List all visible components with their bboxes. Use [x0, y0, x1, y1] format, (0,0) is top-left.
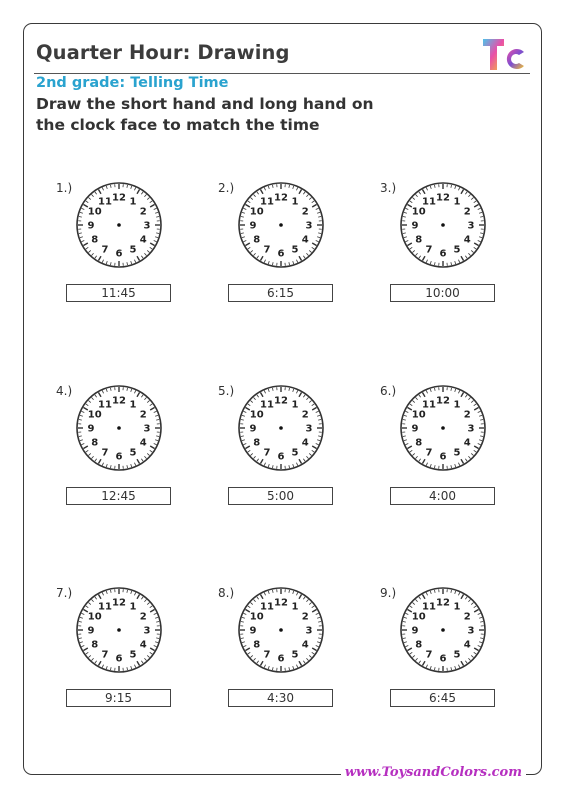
center-dot	[279, 223, 283, 227]
clock-numeral: 11	[422, 601, 436, 613]
clock-numeral: 9	[249, 423, 257, 435]
clock-numeral: 2	[139, 206, 147, 218]
target-time-box: 4:00	[390, 487, 495, 505]
clock-numeral: 10	[411, 206, 426, 218]
page-title: Quarter Hour: Drawing	[36, 41, 290, 64]
clock-problem	[56, 181, 206, 316]
center-dot	[117, 223, 121, 227]
clock-problem	[380, 181, 530, 316]
clock-numeral: 11	[422, 196, 436, 208]
target-time-box: 6:45	[390, 689, 495, 707]
center-dot	[441, 223, 445, 227]
center-dot	[279, 426, 283, 430]
clock-face[interactable]	[236, 180, 326, 270]
clock-numeral: 8	[253, 234, 261, 246]
clock-numeral: 11	[98, 601, 112, 613]
problem-number: 7.)	[56, 586, 73, 600]
clock-problem	[56, 586, 206, 721]
clock-face[interactable]	[398, 180, 488, 270]
target-time-box: 10:00	[390, 284, 495, 302]
clock-numeral: 2	[139, 409, 147, 421]
clock-numeral: 7	[101, 649, 109, 661]
clock-numeral: 1	[129, 399, 137, 411]
grade-subtitle: 2nd grade: Telling Time	[36, 75, 229, 91]
center-dot	[117, 426, 121, 430]
clock-numeral: 5	[291, 244, 299, 256]
center-dot	[279, 628, 283, 632]
clock-numeral: 7	[263, 447, 271, 459]
clock-numeral: 6	[439, 248, 447, 260]
problem-number: 5.)	[218, 384, 235, 398]
clock-numeral: 4	[139, 234, 147, 246]
clock-numeral: 6	[277, 451, 285, 463]
clock-numeral: 6	[439, 653, 447, 665]
clock-numeral: 11	[98, 196, 112, 208]
clock-numeral: 4	[463, 234, 471, 246]
clock-numeral: 8	[91, 437, 99, 449]
problem-number: 3.)	[380, 181, 397, 195]
clock-numeral: 3	[143, 423, 151, 435]
clock-numeral: 3	[467, 625, 475, 637]
problem-number: 2.)	[218, 181, 235, 195]
clock-numeral: 4	[463, 639, 471, 651]
clock-problem	[380, 586, 530, 721]
clock-numeral: 12	[436, 597, 450, 609]
clock-numeral: 1	[129, 196, 137, 208]
clock-numeral: 9	[411, 423, 419, 435]
clock-numeral: 3	[143, 625, 151, 637]
clock-numeral: 9	[249, 625, 257, 637]
clock-numeral: 10	[87, 206, 102, 218]
clock-numeral: 9	[87, 625, 95, 637]
clock-numeral: 1	[129, 601, 137, 613]
target-time-box: 9:15	[66, 689, 171, 707]
clock-numeral: 11	[422, 399, 436, 411]
center-dot	[441, 426, 445, 430]
clock-numeral: 2	[463, 409, 471, 421]
clock-face[interactable]	[74, 383, 164, 473]
clock-numeral: 9	[411, 220, 419, 232]
clock-numeral: 7	[425, 649, 433, 661]
problem-number: 9.)	[380, 586, 397, 600]
clock-numeral: 10	[411, 409, 426, 421]
clock-problem	[218, 384, 368, 519]
clock-numeral: 2	[463, 611, 471, 623]
problem-number: 4.)	[56, 384, 73, 398]
clock-numeral: 11	[260, 196, 274, 208]
clock-numeral: 2	[301, 409, 309, 421]
clock-numeral: 10	[87, 409, 102, 421]
clock-numeral: 12	[436, 395, 450, 407]
center-dot	[441, 628, 445, 632]
clock-numeral: 5	[453, 649, 461, 661]
clock-numeral: 5	[291, 447, 299, 459]
target-time-box: 4:30	[228, 689, 333, 707]
clock-numeral: 7	[101, 447, 109, 459]
clock-numeral: 7	[263, 649, 271, 661]
clock-numeral: 1	[453, 196, 461, 208]
clock-numeral: 12	[112, 597, 126, 609]
toysandcolors-logo	[480, 33, 530, 75]
clock-numeral: 2	[463, 206, 471, 218]
clock-numeral: 8	[415, 234, 423, 246]
clock-numeral: 2	[139, 611, 147, 623]
clock-numeral: 5	[291, 649, 299, 661]
clock-numeral: 5	[129, 447, 137, 459]
clock-numeral: 12	[274, 192, 288, 204]
clock-numeral: 6	[439, 451, 447, 463]
problem-number: 1.)	[56, 181, 73, 195]
clock-numeral: 2	[301, 206, 309, 218]
clock-face[interactable]	[398, 383, 488, 473]
clock-problem	[380, 384, 530, 519]
clock-numeral: 4	[301, 639, 309, 651]
clock-numeral: 8	[91, 234, 99, 246]
clock-numeral: 9	[87, 423, 95, 435]
clock-numeral: 9	[87, 220, 95, 232]
clock-numeral: 7	[425, 447, 433, 459]
clock-numeral: 8	[253, 639, 261, 651]
target-time-box: 5:00	[228, 487, 333, 505]
clock-numeral: 12	[112, 192, 126, 204]
problem-number: 8.)	[218, 586, 235, 600]
clock-numeral: 1	[291, 601, 299, 613]
clock-numeral: 3	[467, 423, 475, 435]
clock-numeral: 3	[467, 220, 475, 232]
clock-numeral: 4	[139, 437, 147, 449]
clock-numeral: 1	[453, 399, 461, 411]
clock-numeral: 9	[411, 625, 419, 637]
clock-face[interactable]	[74, 585, 164, 675]
clock-numeral: 5	[453, 447, 461, 459]
clock-numeral: 2	[301, 611, 309, 623]
clock-numeral: 7	[425, 244, 433, 256]
clock-numeral: 1	[291, 399, 299, 411]
target-time-box: 11:45	[66, 284, 171, 302]
clock-numeral: 4	[463, 437, 471, 449]
clock-numeral: 10	[249, 206, 264, 218]
clock-face[interactable]	[236, 585, 326, 675]
clock-numeral: 6	[115, 653, 123, 665]
clock-numeral: 6	[277, 653, 285, 665]
clock-numeral: 10	[411, 611, 426, 623]
clock-numeral: 4	[301, 234, 309, 246]
instructions: Draw the short hand and long hand on the clock face to match the time	[36, 95, 374, 134]
clock-numeral: 9	[249, 220, 257, 232]
clock-numeral: 1	[291, 196, 299, 208]
clock-numeral: 12	[112, 395, 126, 407]
clock-numeral: 8	[91, 639, 99, 651]
clock-numeral: 4	[139, 639, 147, 651]
clock-numeral: 8	[253, 437, 261, 449]
target-time-box: 6:15	[228, 284, 333, 302]
center-dot	[117, 628, 121, 632]
clock-numeral: 6	[115, 451, 123, 463]
clock-numeral: 3	[305, 625, 313, 637]
clock-face[interactable]	[74, 180, 164, 270]
clock-numeral: 7	[263, 244, 271, 256]
clock-numeral: 11	[98, 399, 112, 411]
clock-numeral: 12	[436, 192, 450, 204]
clock-face[interactable]	[398, 585, 488, 675]
clock-numeral: 3	[305, 423, 313, 435]
clock-numeral: 12	[274, 597, 288, 609]
clock-numeral: 11	[260, 601, 274, 613]
clock-problem	[218, 181, 368, 316]
clock-numeral: 11	[260, 399, 274, 411]
clock-numeral: 3	[143, 220, 151, 232]
clock-numeral: 6	[115, 248, 123, 260]
clock-numeral: 10	[87, 611, 102, 623]
clock-numeral: 8	[415, 437, 423, 449]
clock-numeral: 5	[129, 649, 137, 661]
clock-numeral: 8	[415, 639, 423, 651]
clock-numeral: 10	[249, 409, 264, 421]
clock-numeral: 4	[301, 437, 309, 449]
clock-problem	[218, 586, 368, 721]
clock-problem	[56, 384, 206, 519]
website-footer: www.ToysandColors.com	[341, 765, 526, 780]
title-divider	[34, 73, 530, 74]
target-time-box: 12:45	[66, 487, 171, 505]
clock-numeral: 10	[249, 611, 264, 623]
clock-numeral: 6	[277, 248, 285, 260]
clock-numeral: 7	[101, 244, 109, 256]
clock-numeral: 5	[453, 244, 461, 256]
clock-numeral: 3	[305, 220, 313, 232]
clock-numeral: 12	[274, 395, 288, 407]
clock-face[interactable]	[236, 383, 326, 473]
problem-number: 6.)	[380, 384, 397, 398]
clock-numeral: 5	[129, 244, 137, 256]
clock-numeral: 1	[453, 601, 461, 613]
